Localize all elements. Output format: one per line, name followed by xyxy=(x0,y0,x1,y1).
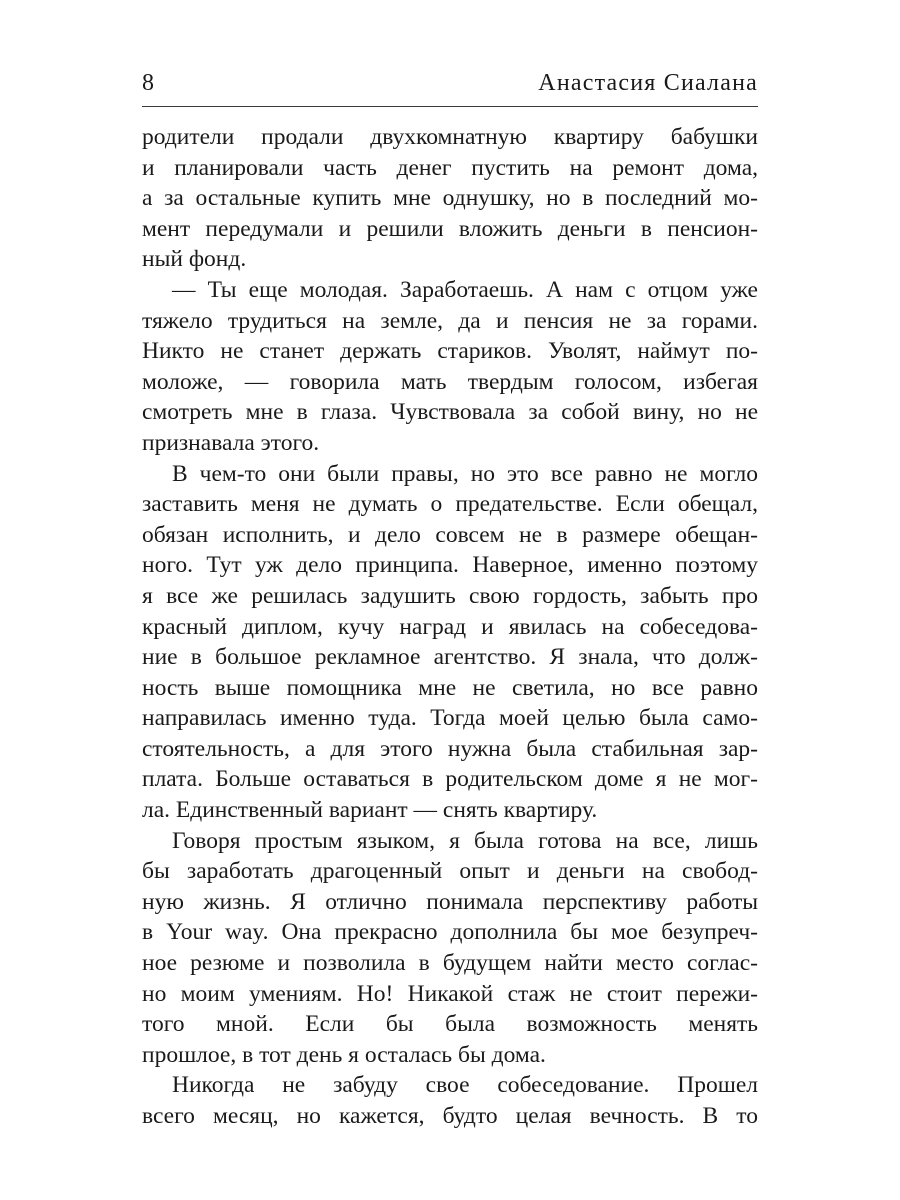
text-line: ного. Тут уж дело принципа. Наверное, именно поэтому xyxy=(142,552,758,579)
text-line: всего месяц, но кажется, будто целая вечность. В то xyxy=(142,1103,758,1129)
text-line: бы заработать драгоценный опыт и деньги на свобод- xyxy=(142,858,758,885)
body-text xyxy=(142,122,758,1132)
text-line: тяжело трудиться на земле, да и пенсия не за горами. xyxy=(142,307,758,334)
text-line: признавала этого. xyxy=(142,429,320,456)
book-page xyxy=(142,0,758,1200)
page-number: 8 xyxy=(142,70,155,96)
text-line: а за остальные купить мне однушку, но в последний мо- xyxy=(142,185,758,212)
text-line: прошлое, в тот день я осталась бы дома. xyxy=(142,1041,546,1068)
paragraph xyxy=(142,122,758,275)
paragraph xyxy=(142,1070,758,1131)
text-line: заставить меня не думать о предательстве. Если обещал, xyxy=(142,491,758,518)
text-line: стоятельность, а для этого нужна была стабильная зар- xyxy=(142,735,758,762)
author-name: Анастасия Сиалана xyxy=(538,70,758,96)
text-line: я все же решилась задушить свою гордость, забыть про xyxy=(142,582,758,609)
text-line: ный фонд. xyxy=(142,246,247,273)
text-line: ние в большое рекламное агентство. Я знала, что долж- xyxy=(142,644,758,671)
text-line: того мной. Если бы была возможность менять xyxy=(142,1011,758,1038)
text-line: смотреть мне в глаза. Чувствовала за собой вину, но не xyxy=(142,399,758,426)
text-line: плата. Больше оставаться в родительском доме я не мог- xyxy=(142,766,758,793)
text-line: и планировали часть денег пустить на ремонт дома, xyxy=(142,154,758,181)
paragraph xyxy=(142,275,758,459)
text-line: — Ты еще молодая. Заработаешь. А нам с отцом уже xyxy=(172,276,758,303)
text-line: ла. Единственный вариант — снять квартиру. xyxy=(142,797,598,824)
text-line: обязан исполнить, и дело совсем не в размере обещан- xyxy=(142,521,758,548)
text-line: мент передумали и решили вложить деньги в пенсион- xyxy=(142,215,758,242)
text-line: направилась именно туда. Тогда моей целью была само- xyxy=(142,705,758,732)
paragraph xyxy=(142,459,758,826)
text-line: Никогда не забуду свое собеседование. Прошел xyxy=(172,1072,758,1099)
text-line: но моим умениям. Но! Никакой стаж не стоит пережи- xyxy=(142,980,758,1007)
text-line: родители продали двухкомнатную квартиру бабушки xyxy=(142,124,758,150)
text-line: моложе, — говорила мать твердым голосом, избегая xyxy=(142,368,758,395)
paragraph xyxy=(142,826,758,1071)
text-line: В чем-то они были правы, но это все равно не могло xyxy=(172,460,758,487)
text-line: ное резюме и позволила в будущем найти место соглас- xyxy=(142,950,758,977)
text-line: Никто не станет держать стариков. Уволят, наймут по- xyxy=(142,338,758,365)
text-line: ность выше помощника мне не светила, но все равно xyxy=(142,674,758,701)
text-line: ную жизнь. Я отлично понимала перспективу работы xyxy=(142,888,758,915)
text-line: в Your way. Она прекрасно дополнила бы мое безупреч- xyxy=(142,919,758,946)
running-header xyxy=(142,64,758,107)
text-line: красный диплом, кучу наград и явилась на собеседова- xyxy=(142,613,758,640)
text-line: Говоря простым языком, я была готова на все, лишь xyxy=(172,827,758,854)
